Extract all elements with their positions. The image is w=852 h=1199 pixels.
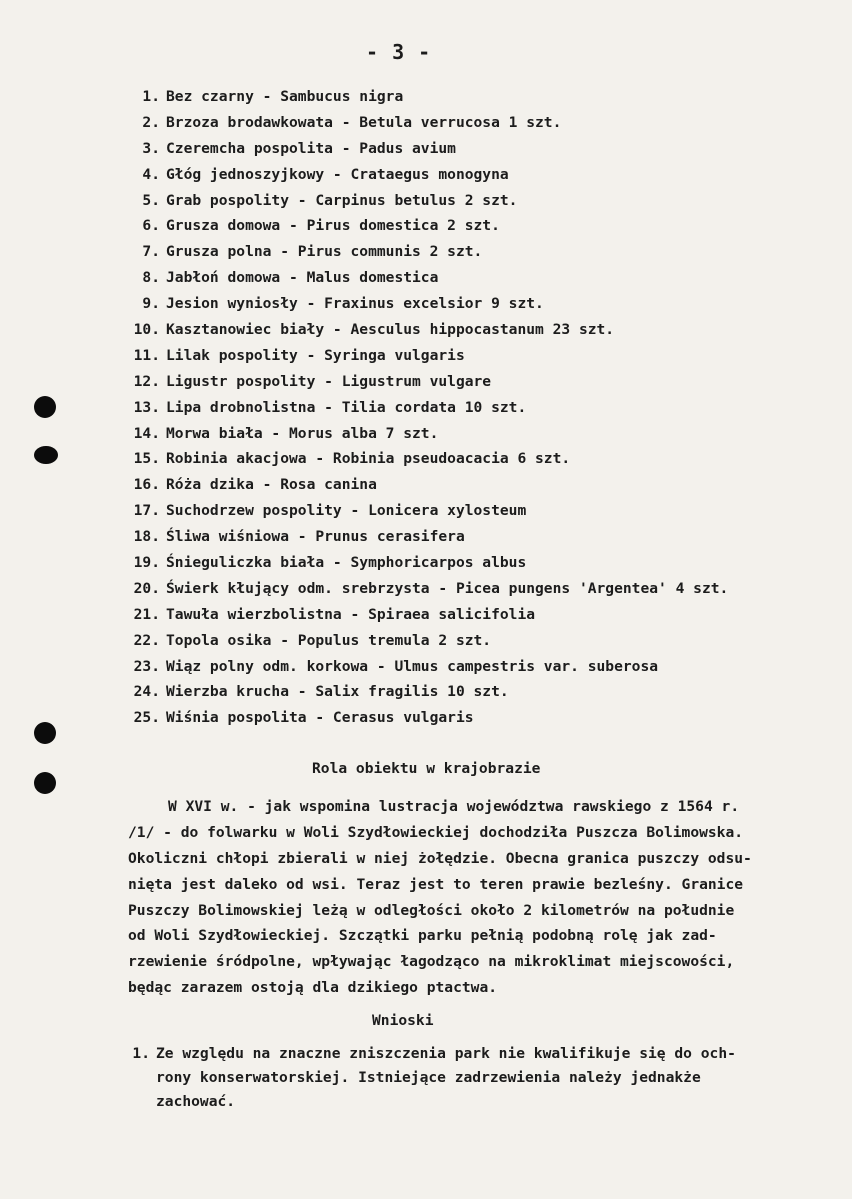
paragraph-line: od Woli Szydłowieckiej. Szczątki parku pełnią podobną rolę jak zad- — [128, 927, 717, 945]
item-text: Grusza domowa - Pirus domestica 2 szt. — [166, 217, 500, 235]
item-text: Wiśnia pospolita - Cerasus vulgaris — [166, 709, 474, 727]
list-item — [128, 446, 728, 472]
conclusion-number: 1. — [132, 1045, 150, 1062]
species-list — [128, 84, 728, 731]
item-text: Śnieguliczka biała - Symphoricarpos albus — [166, 554, 527, 572]
item-number: 10. — [133, 321, 160, 339]
item-number: 19. — [133, 554, 160, 572]
list-item — [128, 395, 728, 421]
item-number: 9. — [142, 295, 160, 313]
section-heading-conclusions: Wnioski — [372, 1012, 434, 1029]
paragraph-line: /1/ - do folwarku w Woli Szydłowieckiej dochodziła Puszcza Bolimowska. — [128, 823, 744, 841]
list-item — [128, 84, 728, 110]
list-item — [128, 472, 728, 498]
list-item — [128, 343, 728, 369]
list-item — [128, 188, 728, 214]
paragraph-line: nięta jest daleko od wsi. Teraz jest to teren prawie bezleśny. Granice — [128, 875, 744, 893]
list-item — [128, 265, 728, 291]
paragraph-line: Puszczy Bolimowskiej leżą w odległości około 2 kilometrów na południe — [128, 901, 735, 919]
item-number: 15. — [133, 450, 160, 468]
list-item — [128, 291, 728, 317]
list-item — [128, 421, 728, 447]
item-number: 6. — [142, 217, 160, 235]
item-number: 4. — [142, 165, 160, 183]
item-text: Bez czarny - Sambucus nigra — [166, 88, 404, 105]
item-text: Śliwa wiśniowa - Prunus cerasifera — [166, 528, 465, 546]
item-number: 17. — [133, 502, 160, 520]
item-number: 1. — [142, 88, 160, 105]
list-item — [128, 628, 728, 654]
item-text: Głóg jednoszyjkowy - Crataegus monogyna — [166, 165, 509, 183]
item-text: Brzoza brodawkowata - Betula verrucosa 1 szt. — [166, 113, 562, 131]
item-text: Robinia akacjowa - Robinia pseudoacacia 6 szt. — [166, 450, 571, 468]
list-item — [128, 679, 728, 705]
list-item — [128, 369, 728, 395]
role-paragraph — [128, 794, 840, 1001]
punch-hole — [34, 772, 56, 794]
section-heading-role: Rola obiektu w krajobrazie — [312, 760, 541, 777]
list-item — [128, 498, 728, 524]
item-text: Wiąz polny odm. korkowa - Ulmus campestris var. suberosa — [166, 657, 659, 675]
punch-hole — [34, 396, 56, 418]
punch-hole — [34, 446, 58, 464]
list-item — [128, 110, 728, 136]
item-text: Jabłoń domowa - Malus domestica — [166, 269, 439, 287]
list-item — [128, 239, 728, 265]
item-text: Morwa biała - Morus alba 7 szt. — [166, 424, 439, 442]
item-text: Ligustr pospolity - Ligustrum vulgare — [166, 372, 492, 390]
list-item — [128, 136, 728, 162]
item-number: 24. — [133, 683, 160, 701]
item-number: 16. — [133, 476, 160, 494]
item-number: 20. — [133, 579, 160, 597]
paragraph-line: W XVI w. - jak wspomina lustracja województwa rawskiego z 1564 r. — [168, 798, 740, 815]
item-text: Tawuła wierzbolistna - Spiraea salicifolia — [166, 605, 536, 623]
item-number: 12. — [133, 372, 160, 390]
list-item — [128, 705, 728, 731]
punch-hole — [34, 722, 56, 744]
item-text: Czeremcha pospolita - Padus avium — [166, 139, 456, 157]
paragraph-line: będąc zarazem ostoją dla dzikiego ptactwa. — [128, 979, 498, 997]
item-text: Grab pospolity - Carpinus betulus 2 szt. — [166, 191, 518, 209]
item-text: Kasztanowiec biały - Aesculus hippocastanum 23 szt. — [166, 321, 615, 339]
conclusion-text: rony konserwatorskiej. Istniejące zadrzewienia należy jednakże — [156, 1069, 701, 1086]
item-number: 21. — [133, 605, 160, 623]
item-text: Lipa drobnolistna - Tilia cordata 10 szt. — [166, 398, 527, 416]
item-number: 8. — [142, 269, 160, 287]
item-number: 23. — [133, 657, 160, 675]
list-item — [128, 602, 728, 628]
item-number: 18. — [133, 528, 160, 546]
item-text: Topola osika - Populus tremula 2 szt. — [166, 631, 492, 649]
page-number: - 3 - — [366, 40, 432, 64]
list-item — [128, 524, 728, 550]
item-number: 3. — [142, 139, 160, 157]
list-item — [128, 162, 728, 188]
paragraph-line: rzewienie śródpolne, wpływając łagodząco na mikroklimat miejscowości, — [128, 953, 735, 971]
paragraph-line: Okoliczni chłopi zbierali w niej żołędzie. Obecna granica puszczy odsu- — [128, 849, 752, 867]
conclusions-list — [128, 1042, 736, 1114]
item-text: Lilak pospolity - Syringa vulgaris — [166, 346, 465, 364]
conclusion-text: Ze względu na znaczne zniszczenia park nie kwalifikuje się do och- — [156, 1045, 736, 1062]
list-item — [128, 550, 728, 576]
item-number: 22. — [133, 631, 160, 649]
item-number: 14. — [133, 424, 160, 442]
item-number: 7. — [142, 243, 160, 261]
item-number: 5. — [142, 191, 160, 209]
item-text: Jesion wyniosły - Fraxinus excelsior 9 szt. — [166, 295, 544, 313]
item-text: Świerk kłujący odm. srebrzysta - Picea pungens 'Argentea' 4 szt. — [166, 579, 729, 597]
item-number: 2. — [142, 113, 160, 131]
item-number: 13. — [133, 398, 160, 416]
list-item — [128, 654, 728, 680]
item-text: Wierzba krucha - Salix fragilis 10 szt. — [166, 683, 509, 701]
item-text: Grusza polna - Pirus communis 2 szt. — [166, 243, 483, 261]
conclusion-item — [128, 1042, 736, 1066]
list-item — [128, 576, 728, 602]
list-item — [128, 213, 728, 239]
item-number: 11. — [133, 346, 160, 364]
item-text: Róża dzika - Rosa canina — [166, 476, 377, 494]
item-text: Suchodrzew pospolity - Lonicera xylosteum — [166, 502, 527, 520]
item-number: 25. — [133, 709, 160, 727]
list-item — [128, 317, 728, 343]
conclusion-text: zachować. — [156, 1093, 236, 1110]
